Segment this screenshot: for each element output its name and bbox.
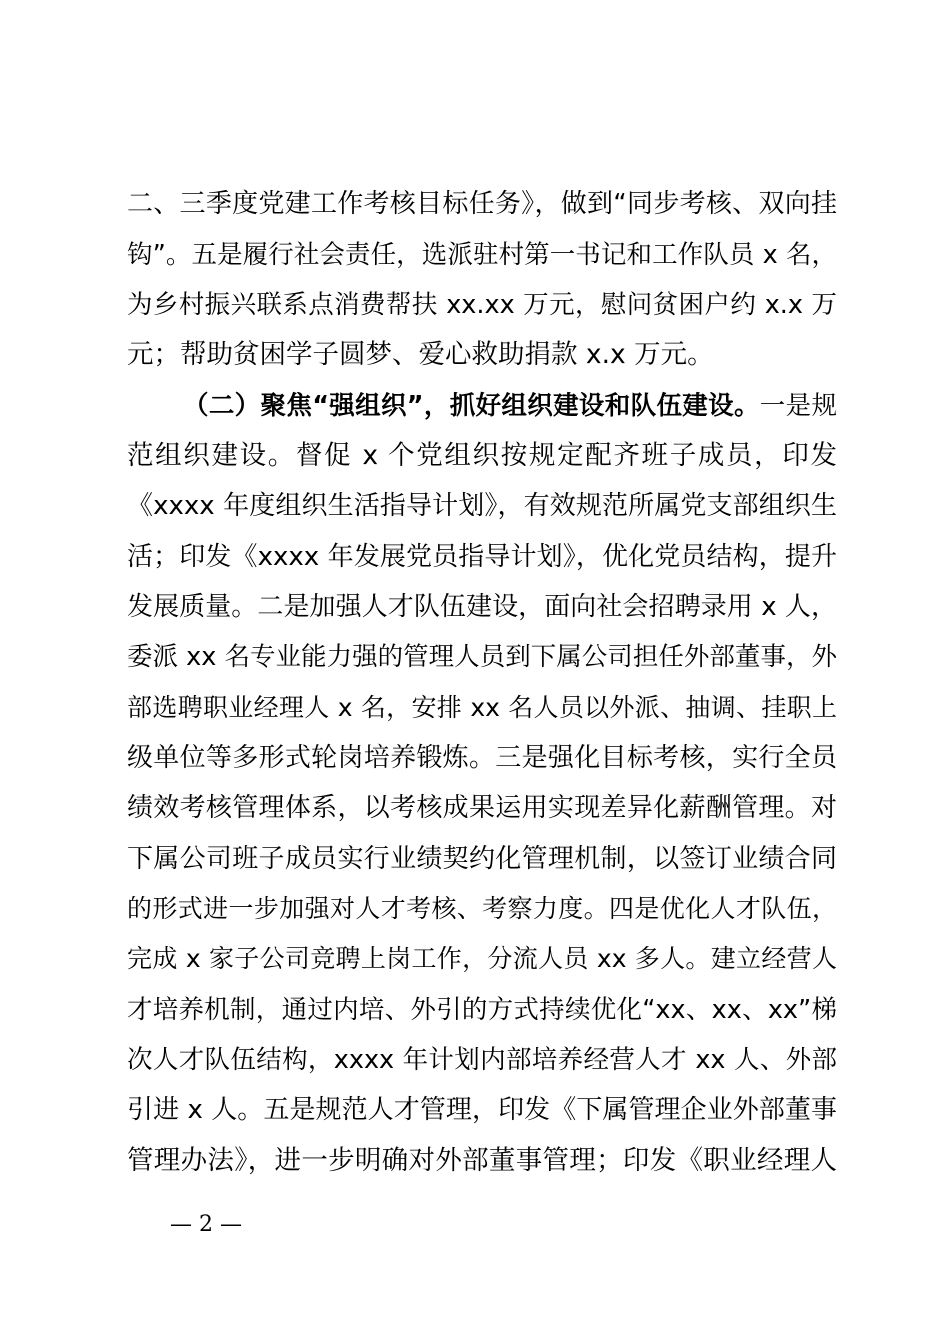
paragraph-2-line-16: 管理办法》，进一步明确对外部董事管理；印发《职业经理人 xyxy=(127,1145,837,1176)
paragraph-2-line-6: 委派 xx 名专业能力强的管理人员到下属公司担任外部董事，外 xyxy=(127,642,837,672)
paragraph-2-line-1 xyxy=(183,390,837,422)
paragraph-2-line-2: 范组织建设。督促 x 个党组织按规定配齐班子成员，印发 xyxy=(127,440,837,471)
paragraph-2-line-7: 部选聘职业经理人 x 名，安排 xx 名人员以外派、抽调、挂职上 xyxy=(127,693,837,722)
paragraph-2-line-5: 发展质量。二是加强人才队伍建设，面向社会招聘录用 x 人， xyxy=(127,592,837,622)
paragraph-2-line-15: 引进 x 人。五是规范人才管理，印发《下属管理企业外部董事 xyxy=(127,1095,837,1125)
paragraph-1-line-2: 钩”。五是履行社会责任，选派驻村第一书记和工作队员 x 名， xyxy=(127,240,837,270)
paragraph-2-line-13: 才培养机制，通过内培、外引的方式持续优化“xx、xx、xx”梯 xyxy=(127,995,837,1025)
paragraph-2-line-10: 下属公司班子成员实行业绩契约化管理机制，以签订业绩合同 xyxy=(127,844,837,874)
page-number: — 2 — xyxy=(170,1212,242,1237)
paragraph-1-line-3: 为乡村振兴联系点消费帮扶 xx.xx 万元，慰问贫困户约 x.x 万 xyxy=(127,290,837,320)
paragraph-2-line-11: 的形式进一步加强对人才考核、考察力度。四是优化人才队伍， xyxy=(127,894,837,923)
paragraph-1-line-4: 元；帮助贫困学子圆梦、爱心救助捐款 x.x 万元。 xyxy=(127,339,714,370)
paragraph-2-line-12: 完成 x 家子公司竞聘上岗工作，分流人员 xx 多人。建立经营人 xyxy=(127,944,837,973)
paragraph-2-line-1-rest: 一是规 xyxy=(759,391,837,421)
paragraph-2-line-14: 次人才队伍结构，xxxx 年计划内部培养经营人才 xx 人、外部 xyxy=(127,1045,837,1075)
paragraph-2-line-3: 《xxxx 年度组织生活指导计划》，有效规范所属党支部组织生 xyxy=(127,491,837,521)
paragraph-2-line-8: 级单位等多形式轮岗培养锻炼。三是强化目标考核，实行全员 xyxy=(127,743,837,773)
paragraph-2-line-9: 绩效考核管理体系，以考核成果运用实现差异化薪酬管理。对 xyxy=(127,793,837,823)
section-heading: （二）聚焦“强组织”，抓好组织建设和队伍建设。 xyxy=(183,391,760,421)
paragraph-1-line-1: 二、三季度党建工作考核目标任务》，做到“同步考核、双向挂 xyxy=(127,189,837,219)
paragraph-2-line-4: 活；印发《xxxx 年发展党员指导计划》，优化党员结构，提升 xyxy=(127,542,837,572)
